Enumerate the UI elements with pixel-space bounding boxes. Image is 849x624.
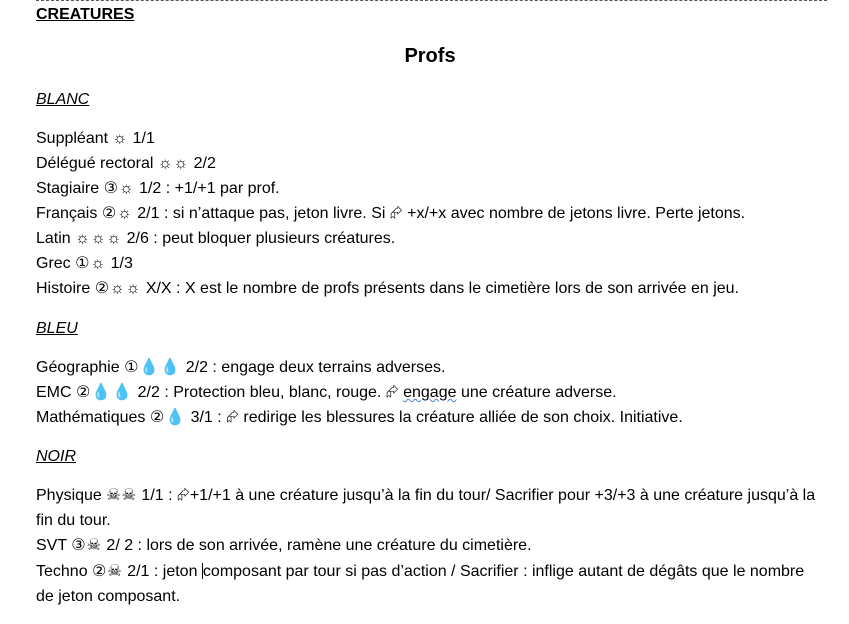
mana-cost-icon: ②☼☼ bbox=[94, 280, 142, 297]
section-heading-noir: NOIR bbox=[36, 448, 76, 465]
card-line bbox=[36, 251, 133, 276]
mana-cost-icon: ②☼ bbox=[101, 205, 133, 222]
mana-cost-icon: ☠☠ bbox=[106, 487, 137, 504]
document-title: Profs bbox=[404, 45, 456, 67]
card-name: Mathématiques bbox=[36, 409, 146, 426]
card-name: Stagiaire bbox=[36, 180, 100, 197]
tap-icon: ⮳ bbox=[385, 384, 399, 401]
tap-icon: ⮳ bbox=[389, 205, 403, 222]
mana-cost-icon: ①☼ bbox=[75, 255, 107, 272]
card-line bbox=[36, 126, 155, 151]
card-name: Suppléant bbox=[36, 130, 109, 147]
card-text: X/X : X est le nombre de profs présents dans le cimetière lors de son arrivée en jeu. bbox=[145, 280, 739, 297]
card-line bbox=[36, 201, 745, 226]
card-text: 2/2 : engage deux terrains adverses. bbox=[185, 359, 446, 376]
card-name: Grec bbox=[36, 255, 71, 272]
card-line bbox=[36, 176, 280, 201]
card-name: Latin bbox=[36, 230, 71, 247]
mana-cost-icon: ②💧 bbox=[149, 409, 187, 426]
card-text: +x/+x avec nombre de jetons livre. Perte jetons. bbox=[407, 205, 746, 222]
card-line bbox=[36, 483, 826, 533]
card-text: 2/2 : Protection bleu, blanc, rouge. bbox=[137, 384, 382, 401]
card-text: +1/+1 à une créature jusqu’à la fin du tour/ Sacrifier pour +3/+3 à une créature jusqu’à la fin du tour. bbox=[36, 487, 816, 529]
card-name: EMC bbox=[36, 384, 72, 401]
card-text: 2/1 : si n’attaque pas, jeton livre. Si bbox=[137, 205, 386, 222]
card-line bbox=[36, 355, 445, 380]
card-text: composant par tour si pas d’action / Sacrifier : inflige autant de dégâts que le nombre de jeton composant. bbox=[36, 563, 805, 605]
card-name: Histoire bbox=[36, 280, 91, 297]
card-text: 3/1 : bbox=[190, 409, 222, 426]
card-name: Géographie bbox=[36, 359, 120, 376]
section-heading-bleu: BLEU bbox=[36, 320, 78, 337]
card-text: 2/1 : jeton bbox=[127, 563, 198, 580]
card-line bbox=[36, 226, 395, 251]
card-name: Physique bbox=[36, 487, 102, 504]
section-heading-blanc: BLANC bbox=[36, 91, 90, 108]
card-text: redirige les blessures la créature alliée de son choix. Initiative. bbox=[243, 409, 683, 426]
mana-cost-icon: ①💧💧 bbox=[124, 359, 182, 376]
card-name: Français bbox=[36, 205, 98, 222]
tap-icon: ⮳ bbox=[226, 409, 239, 426]
mana-cost-icon: ②💧💧 bbox=[76, 384, 134, 401]
mana-cost-icon: ☼☼☼ bbox=[75, 230, 123, 247]
card-text: 2/2 bbox=[193, 155, 216, 172]
card-name: Délégué rectoral bbox=[36, 155, 154, 172]
card-name: SVT bbox=[36, 537, 67, 554]
card-text: 1/2 : +1/+1 par prof. bbox=[139, 180, 280, 197]
card-text: 2/6 : peut bloquer plusieurs créatures. bbox=[126, 230, 396, 247]
mana-cost-icon: ☼☼ bbox=[157, 155, 190, 172]
card-text: 1/1 bbox=[132, 130, 155, 147]
tap-icon: ⮳ bbox=[177, 487, 190, 504]
mana-cost-icon: ③☼ bbox=[103, 180, 135, 197]
card-line bbox=[36, 559, 826, 609]
card-name: Techno bbox=[36, 563, 88, 580]
card-line bbox=[36, 405, 683, 430]
section-break-line bbox=[36, 0, 827, 1]
card-text: 2/ 2 : lors de son arrivée, ramène une créature du cimetière. bbox=[106, 537, 532, 554]
card-text: 1/3 bbox=[110, 255, 133, 272]
card-line bbox=[36, 276, 739, 301]
card-line bbox=[36, 380, 617, 405]
spellcheck-underlined-word: engage bbox=[403, 384, 457, 401]
mana-cost-icon: ☼ bbox=[112, 130, 129, 147]
card-line bbox=[36, 533, 532, 558]
card-text: 1/1 : bbox=[141, 487, 173, 504]
document-heading: CREATURES bbox=[36, 6, 135, 23]
card-text: une créature adverse. bbox=[460, 384, 617, 401]
mana-cost-icon: ③☠ bbox=[71, 537, 102, 554]
card-line bbox=[36, 151, 216, 176]
mana-cost-icon: ②☠ bbox=[92, 563, 123, 580]
